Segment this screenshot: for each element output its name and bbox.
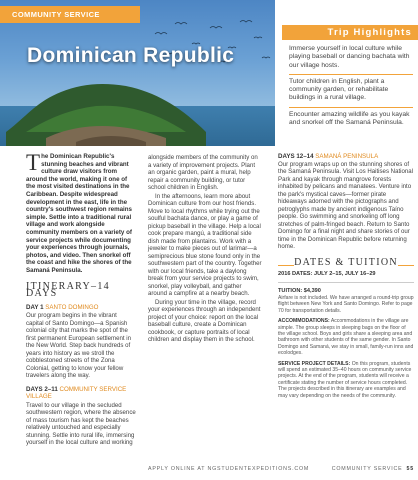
footer-website: APPLY ONLINE AT NGSTUDENTEXPEDITIONS.COM [148, 466, 310, 472]
highlights-header: Trip Highlights [282, 25, 418, 40]
drop-cap: T [26, 150, 41, 175]
program-dates: 2016 DATES: JULY 2–15, JULY 16–29 [278, 271, 414, 283]
page-title: Dominican Republic [27, 44, 235, 67]
highlights-list [289, 42, 413, 131]
tuition-text: Airfare is not included. We have arranged a round-trip group flight between New York and Santo Domingo. Refer to page 70 for transportation details. [278, 295, 414, 314]
page-number: 55 [406, 466, 414, 472]
dates-tuition-title: DATES & TUITION [294, 256, 398, 268]
footer-section: COMMUNITY SERVICE 55 [331, 466, 414, 472]
day-12-heading: DAYS 12–14 SAMANÁ PENINSULA [278, 153, 379, 160]
accommodations-text: ACCOMMODATIONS: Accommodations in the village are simple. The group sleeps in sleeping bags on the floor of the village school. Boys and girls share a sleeping area and bathroom with other students of the same gender. In Santo Domingo and Samaná, we stay in small, family-run inns and ecolodges. [278, 318, 414, 357]
day-12-text: Our program wraps up on the stunning shores of the Samaná Peninsula. Visit Los Haitises National Park and kayak through mangrove forests inhabited by pelicans and manatees. Venture into the park's mystical caves—former pirate hideaways adorned with the pictographs and petroglyphs made by ancient indigenous Taíno people. Go swimming and snorkeling off long stretches of palm-fringed beach. Return to Santo Domingo for a final night and share stories of our time in the Dominican Republic before returning home. [278, 160, 414, 250]
itinerary-title: ITINERARY–14 DAYS [26, 280, 110, 299]
day-2-text-continued: alongside members of the community on a variety of improvement projects. Plant an organic garden, paint a mural, help repair a community building, or tutor school children in English. [148, 154, 258, 191]
rock-island-illustration [6, 62, 206, 146]
day-2-text-afternoons: In the afternoons, learn more about Dominican culture from our host friends. Move to local rhythms while trying out the soulful bachata dance, or play a game of pickup baseball in the village. Help a local cook prepare mangú, a traditional side dish made from plantains. Work with a jeweler to make pieces out of larimar—a semiprecious blue stone found only in the southwestern part of the country. Together with our local friends, take a daylong break from your service projects to swim, snorkel, play volleyball, and gather around a campfire at a nearby beach. [148, 192, 262, 297]
highlight-item: Encounter amazing wildlife as you kayak and snorkel off the Samaná Peninsula. [289, 110, 410, 127]
day-2-heading: DAYS 2–11 COMMUNITY SERVICE VILLAGE [26, 385, 127, 400]
column-3 [278, 153, 414, 399]
intro-paragraph [26, 150, 136, 275]
highlight-item: Tutor children in English, plant a community garden, or rehabilitate buildings in a rural village. [289, 75, 413, 108]
day-2-text: Travel to our village in the secluded southwestern region, where the absence of mass tourism has kept the beaches relatively untouched and especially stunning. Settle into rural life, immersing yourself in the local culture and working [26, 401, 136, 446]
service-project-text: SERVICE PROJECT DETAILS: On this program, students will spend an estimated 35–40 hours on community service projects. At the end of the program, students will receive a certificate stating the number of service hours completed. The projects described in this itinerary are examples and may vary depending on the needs of the community. [278, 360, 412, 399]
column-1 [26, 150, 136, 447]
day-1-text: Our program begins in the vibrant capital of Santo Domingo—a Spanish colonial city that marks the spot of the first permanent European settlement in the New World. Step back hundreds of years into history as we stroll the cobblestoned streets of the Zona Colonial, getting to know your fellow travelers along the way. [26, 312, 132, 379]
day-1-heading: DAY 1 SANTO DOMINGO [26, 303, 99, 311]
day-2-text-project: During your time in the village, record your experiences through an independent project of your choice: report on the local baseball culture, create a Dominican cookbook, or capture portraits of local children and display them in the school. [148, 298, 261, 343]
section-tag: COMMUNITY SERVICE [0, 6, 140, 23]
column-2 [148, 153, 262, 344]
highlight-item: Immerse yourself in local culture while playing baseball or dancing bachata with our village hosts. [289, 42, 413, 75]
tuition-label: TUITION: $4,390 [278, 287, 321, 294]
intro-text: he Dominican Republic's stunning beaches and vibrant culture draw visitors from around the world, making it one of the most visited destinations in the Caribbean. Despite widespread development in the east, life in the country's southwest region remains simple. Settle into a traditional rural village and work alongside community members on a variety of service projects while documenting your experiences through journals, photos, and video. Then snorkel off the coast and hike the shores of the Samaná Peninsula. [26, 153, 132, 274]
